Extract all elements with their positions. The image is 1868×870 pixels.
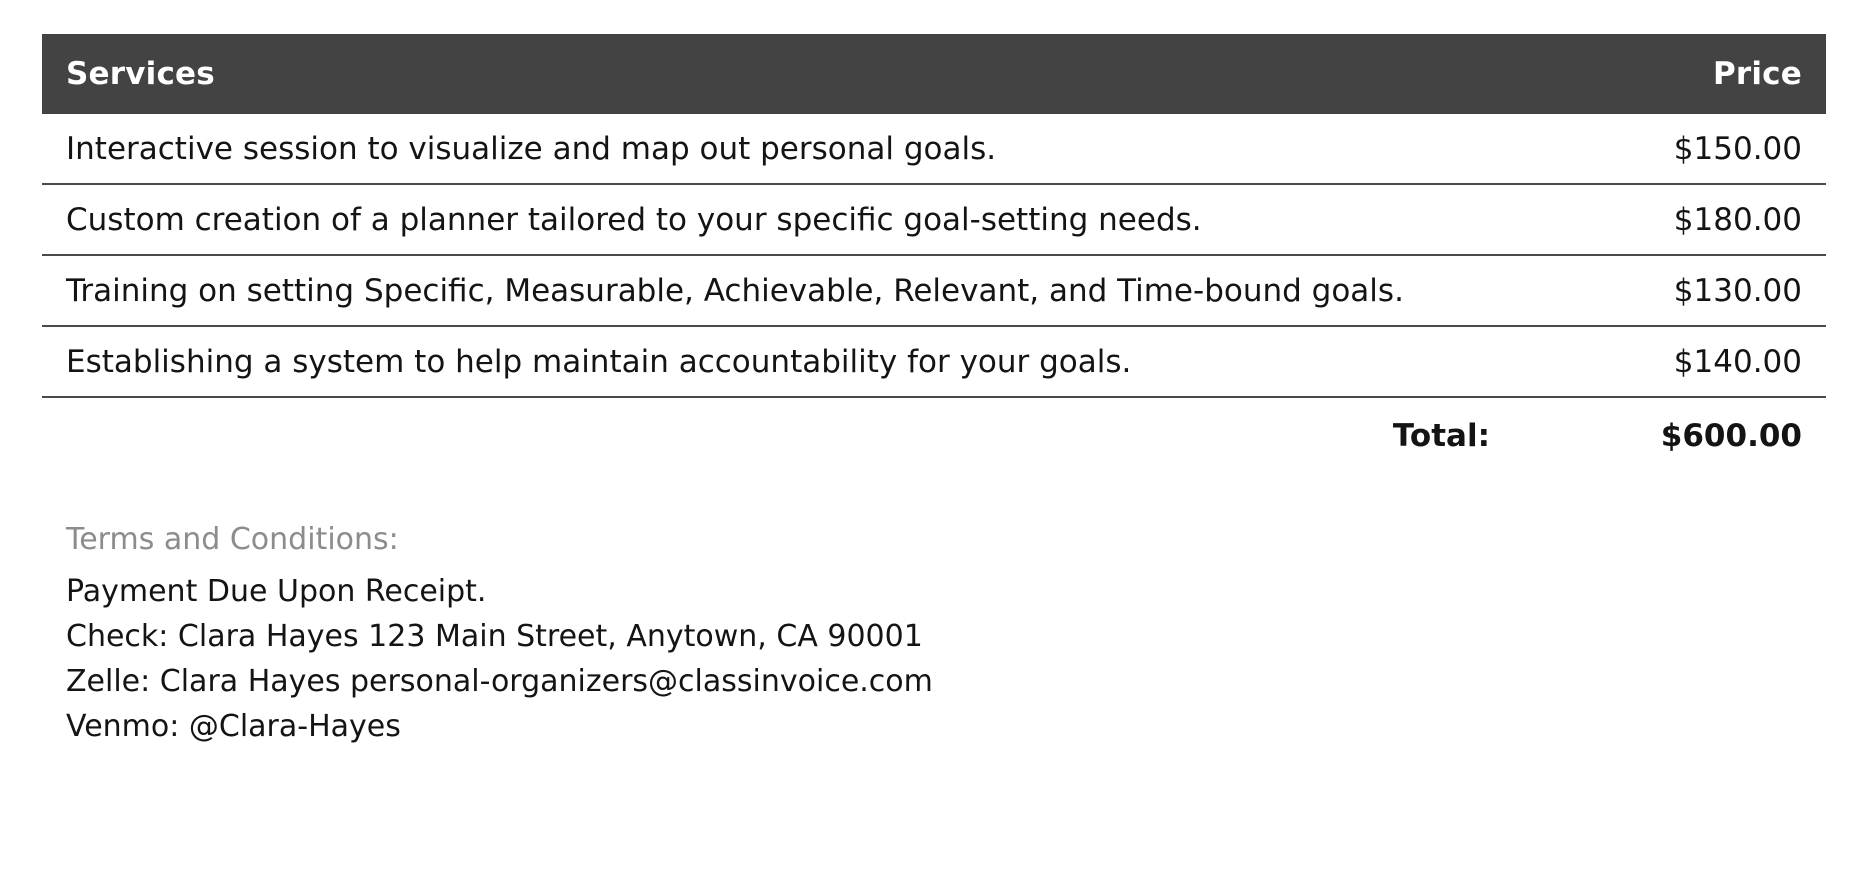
table-row: [42, 114, 1826, 184]
service-description: Establishing a system to help maintain accountability for your goals.: [42, 326, 1518, 397]
terms-line: Check: Clara Hayes 123 Main Street, Anytown, CA 90001: [66, 619, 923, 654]
table-row: [42, 326, 1826, 397]
table-head: [42, 34, 1826, 114]
column-header-price: Price: [1518, 34, 1826, 114]
service-price: $130.00: [1518, 255, 1826, 326]
service-description: Interactive session to visualize and map out personal goals.: [42, 114, 1518, 184]
service-description: Custom creation of a planner tailored to your specific goal-setting needs.: [42, 184, 1518, 255]
terms-line: Zelle: Clara Hayes personal-organizers@classinvoice.com: [66, 664, 933, 699]
table-row: [42, 184, 1826, 255]
service-price: $180.00: [1518, 184, 1826, 255]
terms-title: Terms and Conditions:: [66, 522, 399, 557]
terms-and-conditions: [42, 522, 1826, 749]
service-description: Training on setting Specific, Measurable, Achievable, Relevant, and Time-bound goals.: [42, 255, 1518, 326]
service-price: $150.00: [1518, 114, 1826, 184]
column-header-services: Services: [42, 34, 1518, 114]
terms-line: Payment Due Upon Receipt.: [66, 574, 487, 609]
terms-line: Venmo: @Clara-Hayes: [66, 709, 401, 744]
table-total-row: [42, 397, 1826, 470]
service-price: $140.00: [1518, 326, 1826, 397]
table-body: [42, 114, 1826, 470]
table-row: [42, 255, 1826, 326]
services-table: [42, 34, 1826, 470]
table-header-row: [42, 34, 1826, 114]
total-value: $600.00: [1660, 418, 1802, 454]
total-label: Total:: [1392, 418, 1490, 454]
